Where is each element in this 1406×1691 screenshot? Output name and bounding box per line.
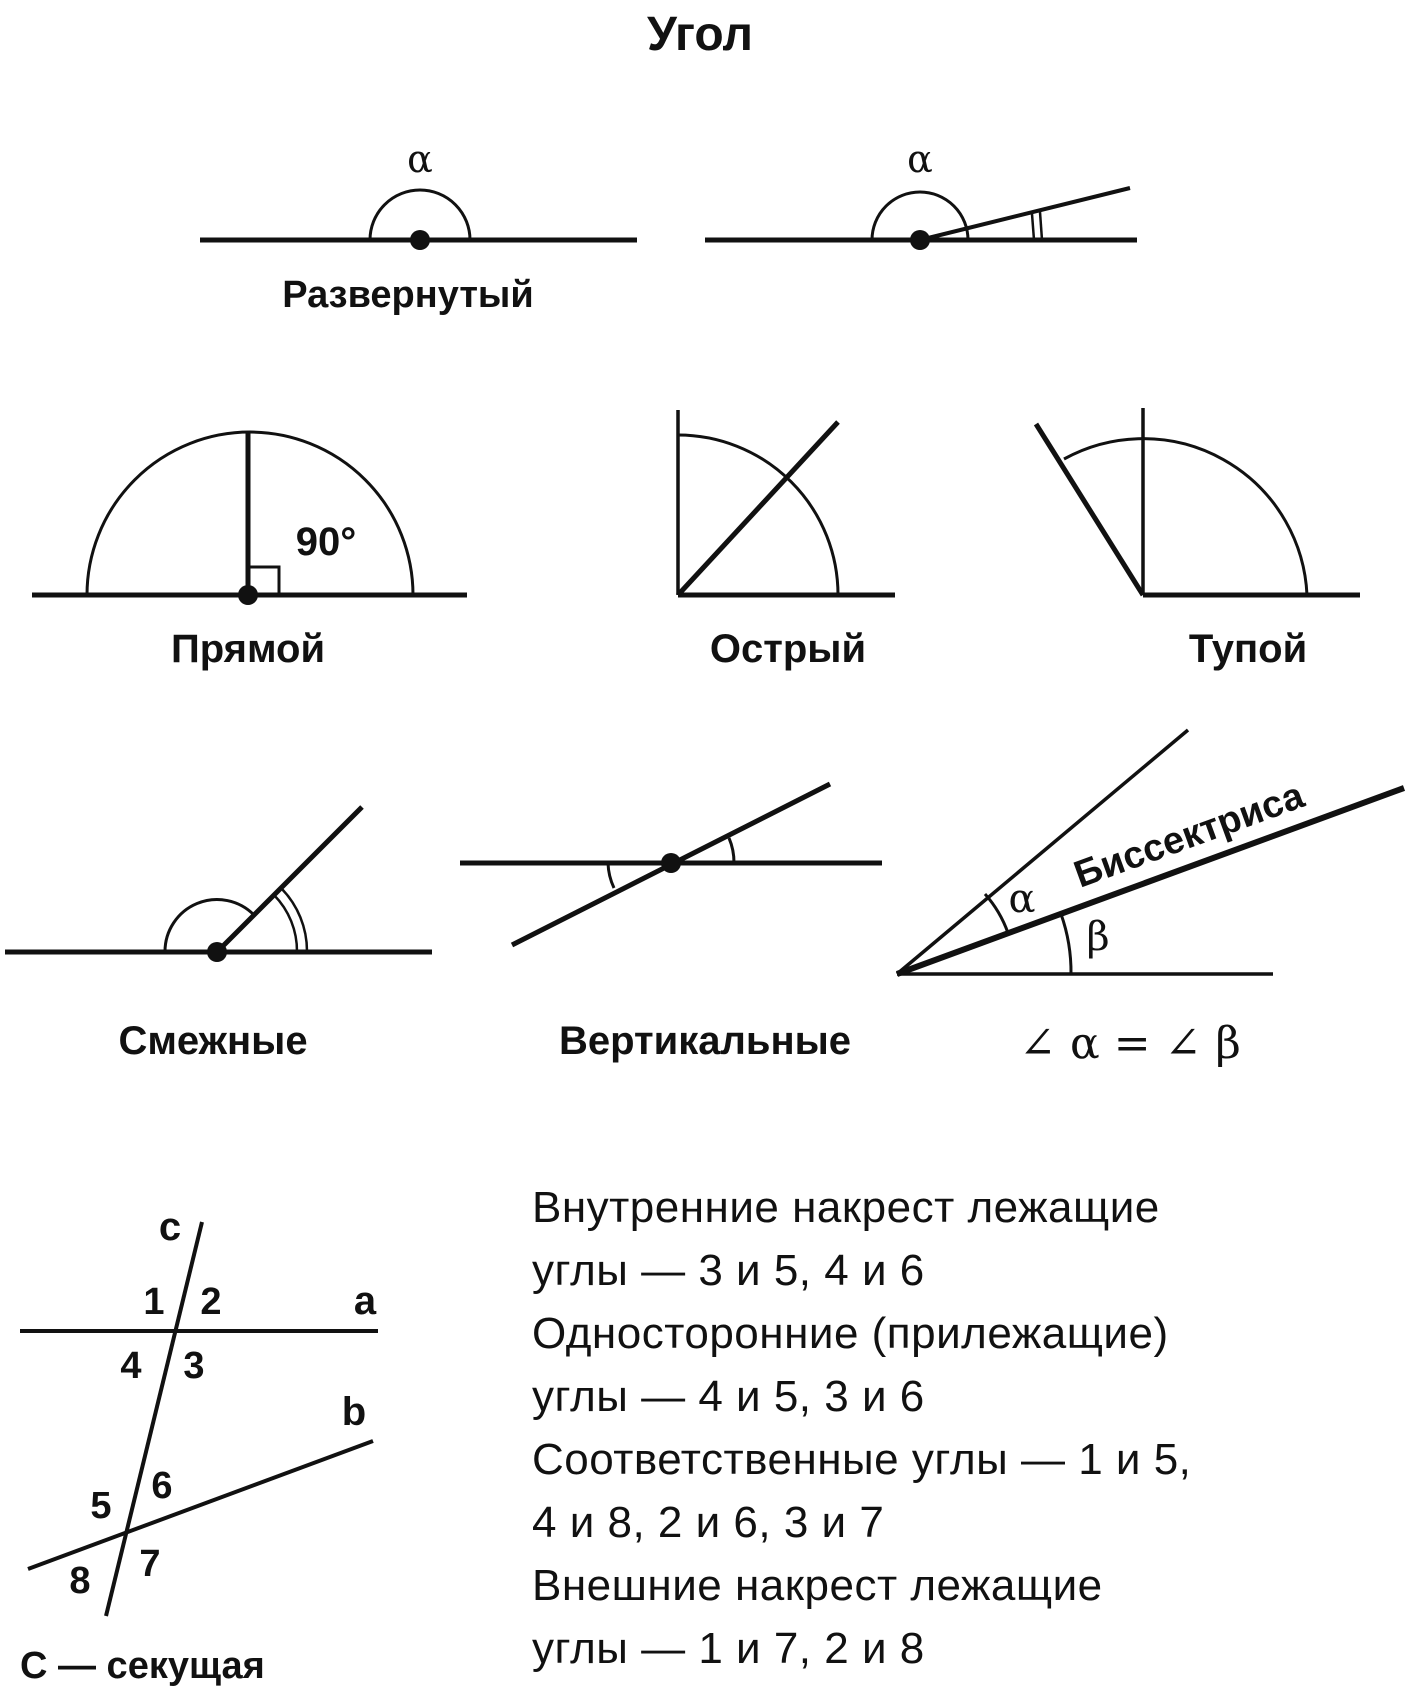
alpha-label: α <box>1008 876 1036 922</box>
bisector-label: Биссектриса <box>1068 774 1310 897</box>
vertical-angles-label: Вертикальные <box>558 1019 852 1063</box>
straight-angle-label: Развернутый <box>282 274 534 316</box>
description-line: Внешние накрест лежащие <box>532 1561 1103 1610</box>
acute-angle-label: Острый <box>709 627 867 671</box>
alpha-label: α <box>907 137 933 181</box>
angle-number-8: 8 <box>69 1560 91 1602</box>
description-line: углы — 4 и 5, 3 и 6 <box>532 1372 925 1421</box>
bisector-equation: ∠ α = ∠ β <box>1019 1018 1241 1069</box>
angle-pairs-description <box>532 1176 1392 1680</box>
angle-number-2: 2 <box>200 1281 222 1323</box>
angle-number-6: 6 <box>151 1465 173 1507</box>
right-angle-figure <box>32 432 467 671</box>
vertical-angles-figure <box>460 784 882 1063</box>
ninety-degrees-label: 90° <box>295 520 357 564</box>
angle-number-5: 5 <box>90 1485 112 1527</box>
adjacent-angles-label: Смежные <box>118 1019 308 1063</box>
line-b-label: b <box>341 1390 367 1434</box>
acute-angle-figure <box>678 410 895 671</box>
reflex-angle-figure <box>705 137 1137 250</box>
angle-number-3: 3 <box>183 1345 205 1387</box>
description-line: Односторонние (прилежащие) <box>532 1309 1169 1358</box>
obtuse-angle-figure <box>1036 408 1360 671</box>
obtuse-angle-label: Тупой <box>1188 627 1308 671</box>
bisector-figure <box>897 730 1404 1069</box>
angle-number-4: 4 <box>120 1345 142 1387</box>
description-line: Внутренние накрест лежащие <box>532 1183 1160 1232</box>
alpha-label: α <box>407 137 433 181</box>
description-line: Соответственные углы — 1 и 5, <box>532 1435 1192 1484</box>
transversal-figure <box>20 1205 378 1687</box>
description-line: углы — 3 и 5, 4 и 6 <box>532 1246 925 1295</box>
right-angle-label: Прямой <box>170 627 326 671</box>
angle-number-1: 1 <box>143 1281 165 1323</box>
line-c-label: c <box>158 1205 182 1249</box>
description-line: углы — 1 и 7, 2 и 8 <box>532 1624 925 1673</box>
transversal-caption: С — секущая <box>20 1645 265 1687</box>
adjacent-angles-figure <box>5 807 432 1063</box>
angle-number-7: 7 <box>139 1543 161 1585</box>
description-line: 4 и 8, 2 и 6, 3 и 7 <box>532 1498 885 1547</box>
line-a-label: a <box>353 1279 377 1323</box>
page-title: Угол <box>646 8 754 61</box>
beta-label: β <box>1086 914 1110 960</box>
straight-angle-figure <box>200 137 637 316</box>
